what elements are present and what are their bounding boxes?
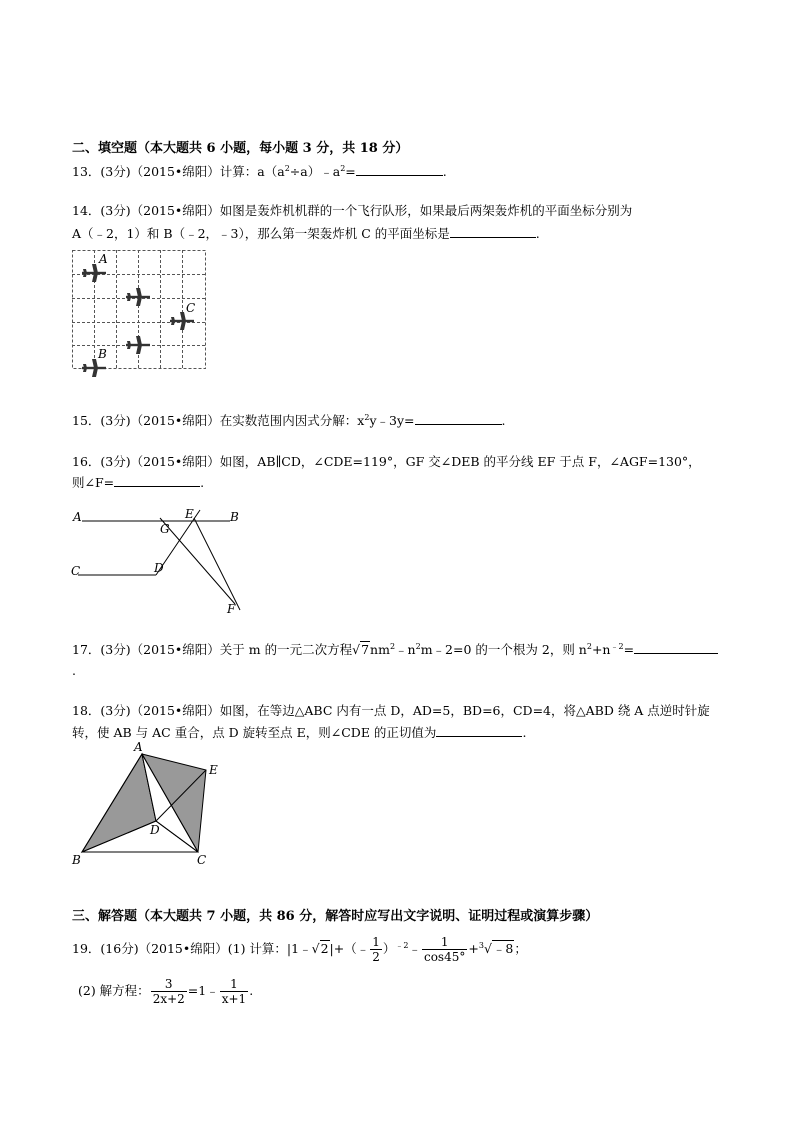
- label-b: B: [230, 510, 239, 524]
- plane-icon: [126, 336, 150, 354]
- plane-icon: [82, 359, 106, 377]
- label-c: C: [197, 853, 207, 867]
- answer-blank-17[interactable]: [634, 641, 718, 654]
- sqrt-seven: 7: [361, 642, 370, 657]
- question-14-line-2: A（﹣2，1）和 B（﹣2，﹣3），那么第一架轰炸机 C 的平面坐标是 .: [72, 226, 540, 241]
- question-17: 17．(3分)（2015•绵阳）关于 m 的一元二次方程$√7nm^2﹣n^2m﹣2=0$ 的一个根为 2，则 $n^2+n^{﹣2}=$: [72, 641, 718, 658]
- question-18-line-1: 18．(3分)（2015•绵阳）如图，在等边△ABC 内有一点 D，AD=5，BD=6，CD=4，将△ABD 绕 A 点逆时针旋: [72, 703, 710, 718]
- label-b: B: [72, 853, 81, 867]
- label-e: E: [209, 763, 218, 777]
- question-17-end: .: [72, 663, 76, 678]
- answer-blank-18[interactable]: [436, 724, 522, 737]
- question-16-line-1: 16．(3分)（2015•绵阳）如图，AB∥CD，∠CDE=119°，GF 交∠DEB 的平分线 EF 于点 F，∠AGF=130°，: [72, 454, 701, 469]
- label-f: F: [227, 602, 236, 616]
- label-g: G: [160, 522, 170, 536]
- label-b: B: [98, 347, 107, 361]
- question-16-line-2: 则∠F= .: [72, 475, 205, 490]
- equilateral-triangle-figure: [70, 740, 230, 870]
- question-18-line-2: 转，使 AB 与 AC 重合，点 D 旋转至点 E，则∠CDE 的正切值为 .: [72, 725, 527, 740]
- question-15: 15．(3分)（2015•绵阳）在实数范围内因式分解：$x^2y﹣3y=$ .: [72, 413, 506, 428]
- bomber-formation-figure: [72, 250, 208, 370]
- label-a: A: [99, 252, 108, 266]
- label-a: A: [134, 740, 143, 754]
- answer-blank-16[interactable]: [114, 474, 200, 487]
- question-19-part-1: 19．(16分)（2015•绵阳）(1) 计算：|1﹣√2|+（﹣ $\frac{1}{2}$ ）$^{﹣2}$﹣ $\frac{1}{\cos 45^\circ}$ +$^3$√﹣8；: [72, 935, 527, 964]
- plane-icon: [82, 264, 106, 282]
- section-3-heading: 三、解答题（本大题共 7 小题，共 86 分，解答时应写出文字说明、证明过程或演算步骤）: [72, 909, 599, 924]
- question-14-line-1: 14．(3分)（2015•绵阳）如图是轰炸机机群的一个飞行队形，如果最后两架轰炸机的平面坐标分别为: [72, 203, 633, 218]
- label-c: C: [186, 301, 196, 315]
- answer-blank-13[interactable]: [356, 163, 443, 176]
- question-13: 13．(3分)（2015•绵阳）计算：$a(a^2\div a)﹣a^2=$ .: [72, 164, 447, 179]
- fraction-eq-left: $\frac{3}{2x+2}$: [152, 977, 185, 1006]
- label-c: C: [71, 564, 81, 578]
- parallel-lines-figure: [70, 500, 250, 620]
- fraction-cos: $\frac{1}{\cos 45^\circ}$: [423, 935, 466, 964]
- plane-icon: [126, 288, 150, 306]
- fraction-half: $\frac{1}{2}$: [372, 935, 380, 964]
- fraction-eq-right: $\frac{1}{x+1}$: [221, 977, 247, 1006]
- answer-blank-15[interactable]: [415, 412, 502, 425]
- label-e: E: [185, 507, 194, 521]
- question-19-part-2: (2) 解方程： $\frac{3}{2x+2}$ =1﹣ $\frac{1}{x+1}$ .: [78, 977, 254, 1006]
- label-d: D: [150, 823, 160, 837]
- answer-blank-14[interactable]: [450, 225, 536, 238]
- label-a: A: [73, 510, 82, 524]
- label-d: D: [154, 561, 164, 575]
- section-2-heading: 二、填空题（本大题共 6 小题，每小题 3 分，共 18 分）: [72, 141, 409, 156]
